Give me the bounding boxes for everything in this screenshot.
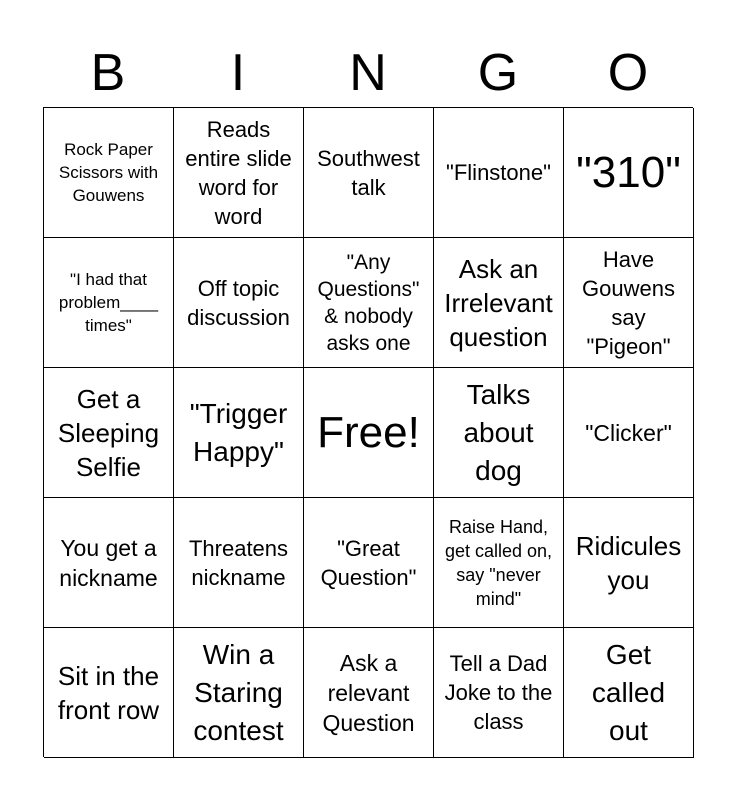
header-letter-o: O [607,44,649,102]
bingo-cell[interactable] [174,238,304,368]
bingo-cell-text: Rock Paper Scissors with Gouwens [58,140,159,205]
bingo-cell[interactable] [44,368,174,498]
bingo-cell-text: "Great Question" [320,535,417,590]
bingo-cell[interactable] [174,498,304,628]
bingo-cell[interactable] [44,238,174,368]
bingo-cell-text: Get a Sleeping Selfie [57,383,160,482]
bingo-cell-text: Ridicules you [575,530,682,595]
bingo-cell[interactable] [304,628,434,758]
bingo-cell[interactable] [434,238,564,368]
bingo-cell[interactable] [304,498,434,628]
bingo-cell[interactable] [44,498,174,628]
bingo-cell[interactable] [564,238,694,368]
header-letter-b: B [90,44,126,102]
bingo-cell[interactable] [564,108,694,238]
bingo-cell-text: Reads entire slide word for word [185,116,292,229]
bingo-cell-text: You get a nickname [59,534,158,591]
bingo-cell-text: "Clicker" [585,419,672,446]
bingo-cell-text: Ask an Irrelevant question [444,253,553,352]
bingo-cell[interactable] [434,628,564,758]
header-letter-g: G [477,44,519,102]
bingo-cell-text: Talks about dog [463,378,534,486]
bingo-cell-text: Win a Staring contest [193,638,284,746]
bingo-cell-text: "310" [576,147,681,197]
free-space-text: Free! [317,407,420,457]
bingo-cell-text: Have Gouwens say "Pigeon" [582,246,675,359]
bingo-cell-text: Sit in the front row [57,660,160,725]
bingo-cell[interactable] [44,108,174,238]
bingo-cell[interactable] [304,238,434,368]
bingo-cell-text: Off topic discussion [187,275,290,330]
bingo-cell-text: Raise Hand, get called on, say "never mind" [444,516,553,609]
bingo-header [43,40,693,106]
bingo-cell-text: "Any Questions" & nobody asks one [317,250,420,355]
bingo-card-grid [43,107,693,757]
bingo-cell-text: "Trigger Happy" [189,397,288,467]
header-letter-n: N [349,44,387,102]
free-space-cell[interactable] [304,368,434,498]
bingo-cell[interactable] [304,108,434,238]
bingo-cell[interactable] [174,368,304,498]
bingo-cell[interactable] [44,628,174,758]
bingo-cell[interactable] [434,368,564,498]
bingo-cell[interactable] [564,628,694,758]
bingo-cell-text: Get called out [591,638,666,746]
bingo-cell[interactable] [434,498,564,628]
bingo-cell[interactable] [174,108,304,238]
bingo-cell-text: Tell a Dad Joke to the class [444,651,553,734]
bingo-cell-text: Threatens nickname [188,535,289,590]
bingo-cell[interactable] [174,628,304,758]
bingo-cell-text: "I had that problem____ times" [58,270,159,335]
bingo-cell-text: Ask a relevant Question [322,649,415,736]
bingo-cell[interactable] [434,108,564,238]
bingo-cell[interactable] [564,368,694,498]
bingo-cell-text: Southwest talk [317,145,420,200]
bingo-cell-text: "Flinstone" [446,160,551,185]
bingo-cell[interactable] [564,498,694,628]
header-letter-i: I [230,44,246,102]
